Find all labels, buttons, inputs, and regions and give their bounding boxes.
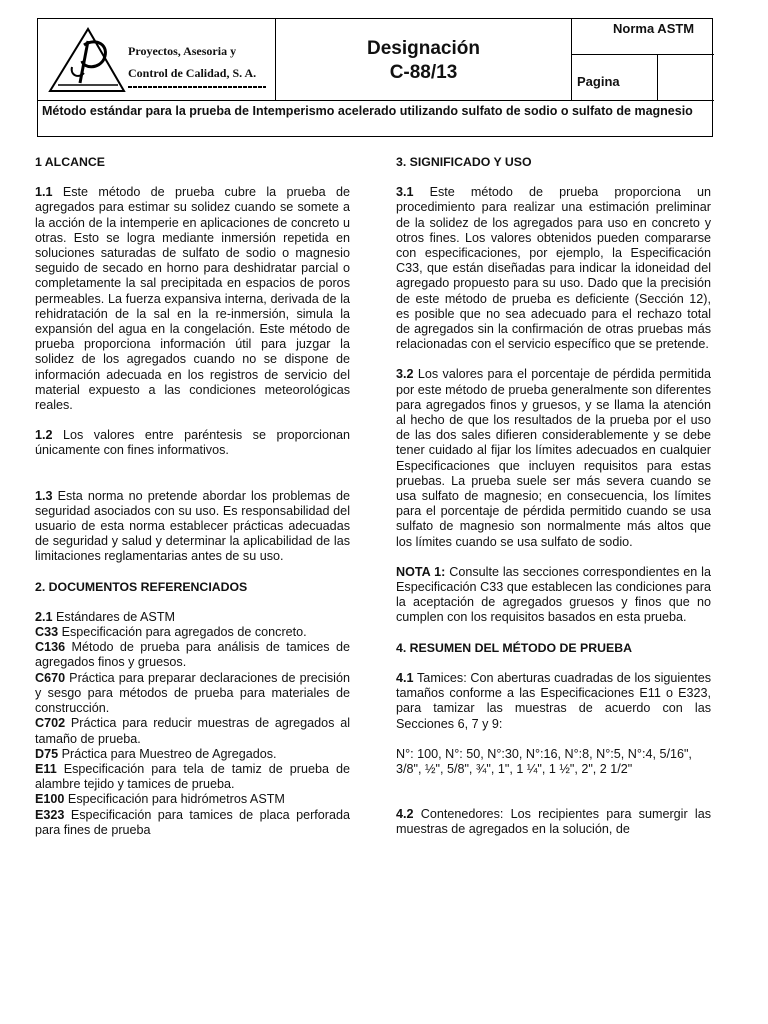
reference-code: D75 [35, 746, 59, 761]
reference-item [35, 747, 350, 762]
note-text: Consulte las secciones correspondientes en la Especificación C33 que establecen las condiciones para la aceptación de agregados gruesos y finos que no cumplen con los requisitos basados en esta prueba. [396, 564, 711, 625]
designation-code: C-88/13 [389, 62, 458, 83]
reference-text: Especificación para tamices de placa perforada para fines de prueba [35, 807, 350, 837]
paragraph-1-1 [35, 185, 350, 413]
section-heading-4: 4. RESUMEN DEL MÉTODO DE PRUEBA [396, 640, 632, 655]
reference-item [35, 792, 350, 807]
pagina-label: Pagina [577, 74, 620, 89]
reference-item [35, 762, 350, 792]
note-label: NOTA 1: [396, 564, 446, 579]
paragraph-number: 1.1 [35, 185, 53, 200]
reference-item [35, 671, 350, 717]
reference-item [35, 716, 350, 746]
paragraph-number: 4.2 [396, 807, 414, 822]
reference-code: C702 [35, 716, 66, 731]
sieve-sizes: N°: 100, N°: 50, N°:30, N°:16, N°:8, N°:5, N°:4, 5/16", 3/8", ½", 5/8", ¾", 1", 1 ¼", 1 ½", 2", 2 1/2" [396, 746, 692, 776]
paragraph-text: Este método de prueba proporciona un procedimiento para realizar una estimación preliminar de la solidez de los agregados para uso en concreto y otros fines. Los valores obtenidos pueden compararse con especificaciones, por ejemplo, la Especificación C33, que están diseñadas para indicar la idoneidad del agregado propuesto para su uso. Dado que la precisión de este método de prueba es deficiente (Sección 12), es posible que no sea adecuado para el rechazo total de agregados sin la confirmación de otras pruebas más relacionadas con el servicio específico que se pretende. [396, 185, 711, 352]
reference-text: Especificación para tela de tamiz de prueba de alambre tejido y tamices de prueba. [35, 761, 350, 792]
company-logo-cell [38, 19, 276, 100]
paragraph-number: 1.2 [35, 428, 53, 443]
company-name-line1: Proyectos, Asesoria y [128, 44, 237, 58]
paragraph-text: Tamices: Con aberturas cuadradas de los siguientes tamaños conforme a las Especificaciones E11 o E323, para tamizar las muestras de acuerdo con las Secciones 6, 7 y 9: [396, 670, 711, 731]
right-column [396, 155, 711, 838]
paragraph-text: Los valores para el porcentaje de pérdida permitida por este método de prueba generalmente son diferentes para agregados finos y gruesos, y se llama la atención al hecho de que los resultados de la prueba por el uso de las dos sales difieren considerablemente y se debe tener cuidado al fijar los límites adecuados en cualquier Especificaciones que incluyen requisitos para estas pruebas. La prueba suele ser más severa cuando se usa sulfato de magnesio; en consecuencia, los límites para el porcentaje de pérdida permitido cuando se usa sulfato de magnesio son normalmente más altos que los límites cuando se usa sulfato de sodio. [396, 367, 711, 549]
page-number-cell [658, 55, 714, 100]
reference-text: Especificación para agregados de concreto. [58, 625, 307, 640]
paragraph-text: Contenedores: Los recipientes para sumergir las muestras de agregados en la solución, de [396, 807, 711, 837]
paragraph-1-2 [35, 428, 350, 458]
paragraph-number: 3.1 [396, 185, 414, 200]
section-heading-2: 2. DOCUMENTOS REFERENCIADOS [35, 579, 248, 594]
paragraph-text: Los valores entre paréntesis se proporcionan únicamente con fines informativos. [35, 428, 350, 458]
norma-cell [572, 19, 714, 55]
section-heading-3: 3. SIGNIFICADO Y USO [396, 155, 532, 169]
reference-code: E323 [35, 807, 65, 822]
reference-code: E11 [35, 761, 57, 776]
reference-item [35, 610, 350, 625]
reference-text: Especificación para hidrómetros ASTM [64, 792, 285, 807]
designation-title: Designación [367, 38, 480, 59]
reference-code: E100 [35, 792, 65, 807]
reference-text: Estándares de ASTM [52, 609, 176, 624]
reference-text: Práctica para reducir muestras de agregados al tamaño de prueba. [35, 716, 350, 746]
paragraph-text: Esta norma no pretende abordar los problemas de seguridad asociados con su uso. Es responsabilidad del usuario de esta norma establecer prácticas adecuadas de seguridad y salud y determinar la aplicabilidad de las limitaciones reglamentarias antes de su uso. [35, 488, 350, 564]
reference-code: C33 [35, 625, 59, 640]
reference-text: Práctica para preparar declaraciones de precisión y sesgo para métodos de prueba para materiales de construcción. [35, 670, 350, 716]
reference-code: C136 [35, 640, 66, 655]
document-header [37, 18, 713, 137]
pagina-cell [572, 55, 658, 100]
paragraph-3-1 [396, 185, 711, 352]
norma-label: Norma ASTM [613, 21, 695, 36]
company-logo-icon [44, 23, 130, 97]
note-1 [396, 565, 711, 626]
left-column [35, 155, 350, 838]
paragraph-number: 3.2 [396, 367, 414, 382]
reference-item [35, 640, 350, 670]
reference-text: Práctica para Muestreo de Agregados. [58, 746, 277, 761]
paragraph-number: 1.3 [35, 488, 53, 503]
designation-cell [276, 19, 572, 100]
reference-item [35, 625, 350, 640]
paragraph-number: 4.1 [396, 670, 414, 685]
method-title: Método estándar para la prueba de Intemperismo acelerado utilizando sulfato de sodio o sulfato de magnesio [38, 100, 714, 138]
reference-code: 2.1 [35, 609, 53, 624]
paragraph-4-1 [396, 671, 711, 732]
logo-underline [128, 84, 268, 90]
paragraph-1-3 [35, 489, 350, 565]
company-name-line2: Control de Calidad, S. A. [128, 66, 257, 80]
reference-code: C670 [35, 670, 66, 685]
references-list [35, 610, 350, 838]
section-heading-1: 1 ALCANCE [35, 155, 105, 169]
paragraph-3-2 [396, 367, 711, 549]
paragraph-4-2 [396, 807, 711, 837]
reference-text: Método de prueba para análisis de tamices de agregados finos y gruesos. [35, 640, 350, 670]
paragraph-text: Este método de prueba cubre la prueba de agregados para estimar su solidez cuando se somete a la acción de la intemperie en aplicaciones de concreto u otras. Esto se logra mediante inmersión repetida en soluciones saturadas de sulfato de sodio o magnesio seguido de secado en horno para deshidratar parcial o completamente la sal precipitada en espacios de poros permeables. La fuerza expansiva interna, derivada de la rehidratación de la sal en la re-inmersión, simula la expansión del agua en la congelación. Este método de prueba proporciona información útil para juzgar la solidez de los agregados cuando no se dispone de información adecuada en los registros de servicio del material expuesto a las condiciones meteorológicas reales. [35, 185, 350, 413]
reference-item [35, 808, 350, 838]
